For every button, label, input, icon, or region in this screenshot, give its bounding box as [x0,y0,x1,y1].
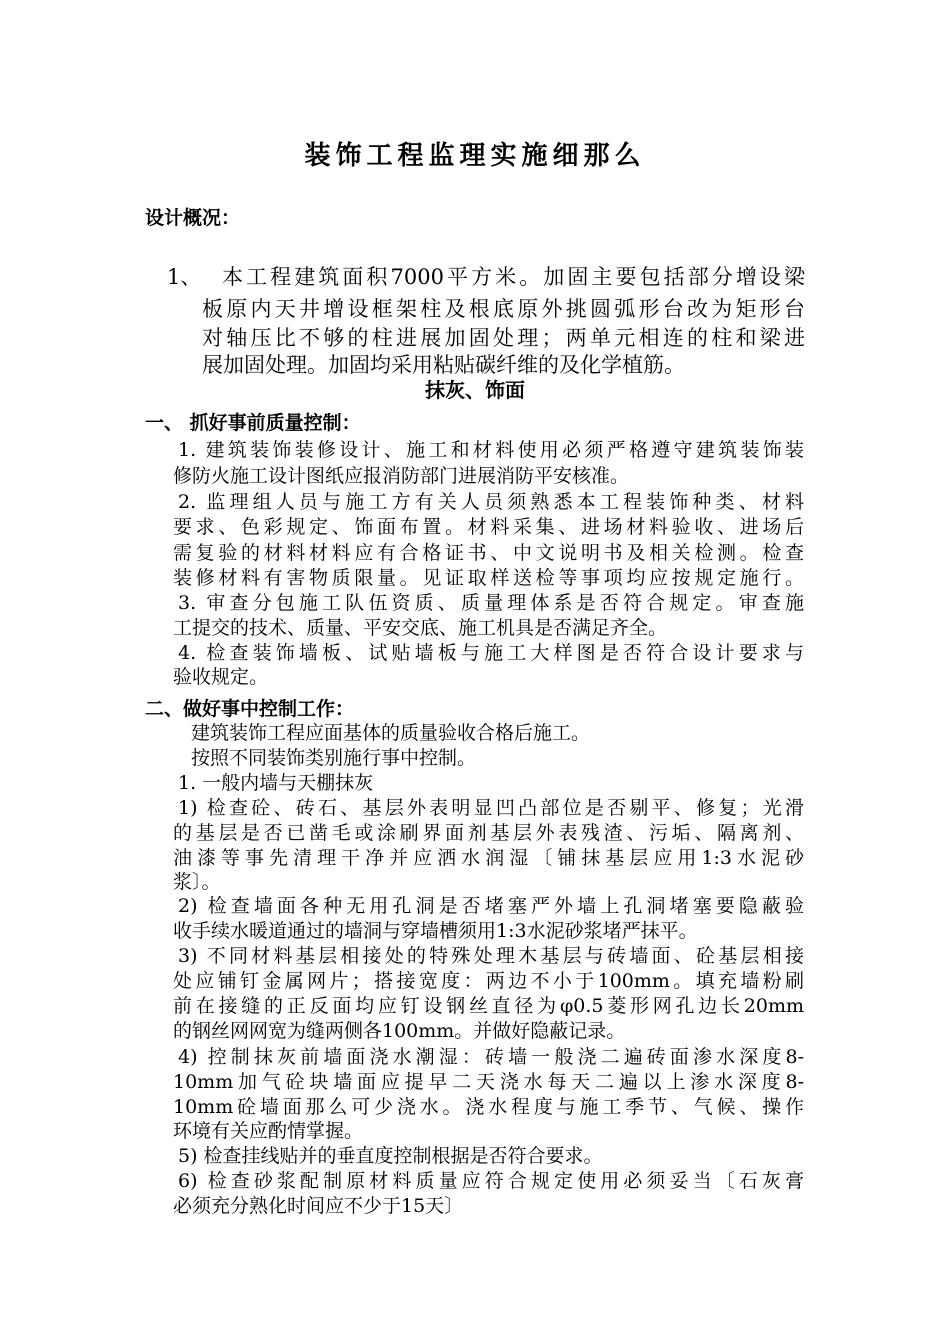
part1-line: 修防火施工设计图纸应报消防部门进展消防平安核准。 [173,465,630,487]
part2-line: 环境有关应酌情掌握。 [173,1120,364,1142]
part1-line: 验收规定。 [173,666,269,688]
intro-line: 对轴压比不够的柱进展加固处理；两单元相连的柱和梁进 [202,326,805,350]
part2-line: 的钢丝网网宽为缝两侧各100mm。并做好隐蔽记录。 [173,1020,626,1042]
part2-line: 油漆等事先清理干净并应洒水润湿〔铺抹基层应用1:3水泥砂 [173,847,804,869]
part1-line: 装修材料有害物质限量。见证取样送检等事项均应按规定施行。 [173,567,804,589]
section-title: 抹灰、饰面 [425,378,525,402]
intro-number: 1、 [167,265,202,289]
part2-heading: 二、做好事中控制工作： [145,698,355,720]
part2-line: 6) 检查砂浆配制原材料质量应符合规定使用必须妥当〔石灰膏 [178,1170,804,1192]
part2-line: 前在接缝的正反面均应钉设钢丝直径为φ0.5菱形网孔边长20mm [173,995,804,1017]
part1-line: 工提交的技术、质量、平安交底、施工机具是否满足齐全。 [173,617,668,639]
part2-line: 建筑装饰工程应面基体的质量验收合格后施工。 [191,722,591,744]
part2-line: 1. 一般内墙与天棚抹灰 [178,772,374,794]
part2-line: 的基层是否已凿毛或涂刷界面剂基层外表残渣、污垢、隔离剂、 [173,822,804,844]
part2-line: 处应铺钉金属网片；搭接宽度：两边不小于100mm。填充墙粉刷 [173,970,804,992]
part1-line: 3. 审查分包施工队伍资质、质量理体系是否符合规定。审查施 [178,592,804,614]
part2-line: 必须充分熟化时间应不少于15天〕 [173,1195,464,1217]
part2-line: 2) 检查墙面各种无用孔洞是否堵塞严外墙上孔洞堵塞要隐蔽验 [178,895,804,917]
intro-line: 板原内天井增设框架柱及根底原外挑圆弧形台改为矩形台 [202,297,805,321]
part2-line: 收手续水暖道通过的墙洞与穿墙槽须用1:3水泥砂浆堵严抹平。 [173,920,698,942]
part2-line: 3) 不同材料基层相接处的特殊处理木基层与砖墙面、砼基层相接 [178,945,804,967]
part2-line: 10mm砼墙面那么可少浇水。浇水程度与施工季节、气候、操作 [173,1096,804,1118]
part1-line: 4. 检查装饰墙板、试贴墙板与施工大样图是否符合设计要求与 [178,642,804,664]
design-overview-label: 设计概况： [145,207,241,229]
part1-line: 1. 建筑装饰装修设计、施工和材料使用必须严格遵守建筑装饰装 [178,439,804,461]
part1-line: 要求、色彩规定、饰面布置。材料采集、进场材料验收、进场后 [173,516,804,538]
part2-line: 10mm加气砼块墙面应提早二天浇水每天二遍以上渗水深度8- [173,1071,804,1093]
document-title: 装饰工程监理实施细那么 [304,141,646,171]
part1-line: 需复验的材料材料应有合格证书、中文说明书及相关检测。检查 [173,542,804,564]
intro-line: 展加固处理。加固均采用粘贴碳纤维的及化学植筋。 [202,353,685,377]
part2-line: 5) 检查挂线贴并的垂直度控制根据是否符合要求。 [178,1145,603,1167]
part2-line: 按照不同装饰类别施行事中控制。 [191,747,477,769]
part1-heading: 一、 抓好事前质量控制： [145,412,361,434]
part2-line: 1) 检查砼、砖石、基层外表明显凹凸部位是否剔平、修复；光滑 [178,797,804,819]
part1-line: 2. 监理组人员与施工方有关人员须熟悉本工程装饰种类、材料 [178,491,804,513]
intro-line: 本工程建筑面积7000平方米。加固主要包括部分增设梁 [222,265,805,289]
part2-line: 4) 控制抹灰前墙面浇水潮湿：砖墙一般浇二遍砖面渗水深度8- [178,1046,804,1068]
part2-line: 浆〕。 [173,871,221,893]
